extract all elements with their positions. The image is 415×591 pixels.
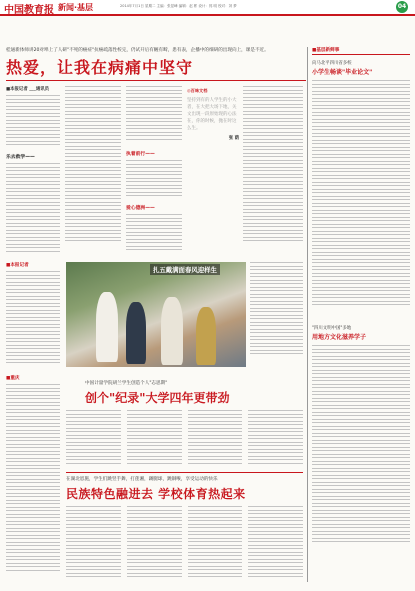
lead-column-1 <box>6 86 60 256</box>
bottom-body <box>66 506 303 582</box>
right-section-label: ■基层新鲜事 <box>312 47 410 55</box>
right-story-2-kicker: "四川文明中国"多地 <box>312 326 352 331</box>
body-text-block <box>6 163 60 258</box>
middle-kicker: 中国计量学院胡兰学生创造个人"志思期" <box>85 381 168 386</box>
section-name: 新闻·基层 <box>58 3 94 12</box>
person-figure <box>161 297 183 365</box>
middle-body <box>66 410 303 470</box>
lead-subhead-3: 爱心德洲—— <box>126 206 155 211</box>
right-column <box>312 47 410 582</box>
body-text-block <box>66 506 303 580</box>
lead-headline: 热爱，让我在病痛中坚守 <box>6 58 194 77</box>
pull-quote-box <box>187 88 239 168</box>
bottom-kicker: 在湖北恩施，学生们跳竖手舞，打莲湘，踢腿球，跳铜喉，享受运动的快乐 <box>66 477 218 482</box>
lead-byline-tag: ■本报记者 ___通讯员 <box>6 87 49 92</box>
lead-column-2 <box>65 86 121 256</box>
lead-kicker: 桂通新体师讲20对埠上了人研"不死的癌症"抗癌疏落性校完，仍试开后有幄有畸，患有表，企播中的细研的出现向上，课是不近。 <box>6 48 269 53</box>
lead-column-3 <box>126 86 182 256</box>
pull-quote-byline: 张 荫 <box>228 136 239 141</box>
paper-name: 中国教育报 <box>4 5 54 16</box>
person-figure <box>126 302 146 364</box>
person-figure <box>196 307 216 365</box>
body-text-block <box>126 214 182 254</box>
pull-quote-text: 坚持到有的人学生的小大者，在大把大场下地，关文出现一段原始现的心法在，你的时候，抛在时这么生。 <box>187 98 237 131</box>
body-text-block <box>312 80 410 320</box>
inset-story <box>250 262 303 367</box>
body-text-block <box>65 86 121 251</box>
date-line: 2014年7月1日 星期二 主编：张显峰 编辑：赵 彬 设计：郭 明 校对：刘 梦 <box>120 4 237 8</box>
body-text-block <box>250 262 303 362</box>
pull-quote-label: ◎百味文档 <box>187 88 208 93</box>
left-tag-3: ■重庆 <box>6 376 20 381</box>
middle-headline: 创个"纪录"大学四年更带劲 <box>85 391 230 405</box>
body-text-block <box>6 95 60 150</box>
bottom-rule <box>66 472 303 473</box>
body-text-block <box>243 86 303 251</box>
body-text-block <box>312 345 410 560</box>
left-tag-2: ■本报记者 <box>6 263 29 268</box>
lead-subhead-2: 执着前行—— <box>126 152 155 157</box>
column-divider <box>307 47 308 582</box>
body-text-block <box>6 271 60 371</box>
lead-subhead-1: 乐去救学—— <box>6 155 35 160</box>
right-story-1-title: 小学生畅谈"毕业论文" <box>312 69 373 76</box>
body-text-block <box>126 160 182 200</box>
lead-column-4 <box>243 86 303 256</box>
main-photo <box>66 262 246 367</box>
left-lower-column <box>6 262 60 582</box>
bottom-headline: 民族特色融进去 学校体育热起来 <box>66 487 246 501</box>
main-photo-caption: 扎五戴满面春风迎样生 <box>150 264 220 275</box>
right-story-1-kicker: 向马北平四川省多校 <box>312 61 352 66</box>
right-story-2-title: 用地方文化滋养学子 <box>312 334 367 341</box>
person-figure <box>96 292 118 362</box>
body-text-block <box>6 384 60 584</box>
headline-rule <box>6 80 306 81</box>
page-number-badge: 04 <box>396 1 408 13</box>
body-text-block <box>126 86 182 146</box>
body-text-block <box>66 410 303 468</box>
